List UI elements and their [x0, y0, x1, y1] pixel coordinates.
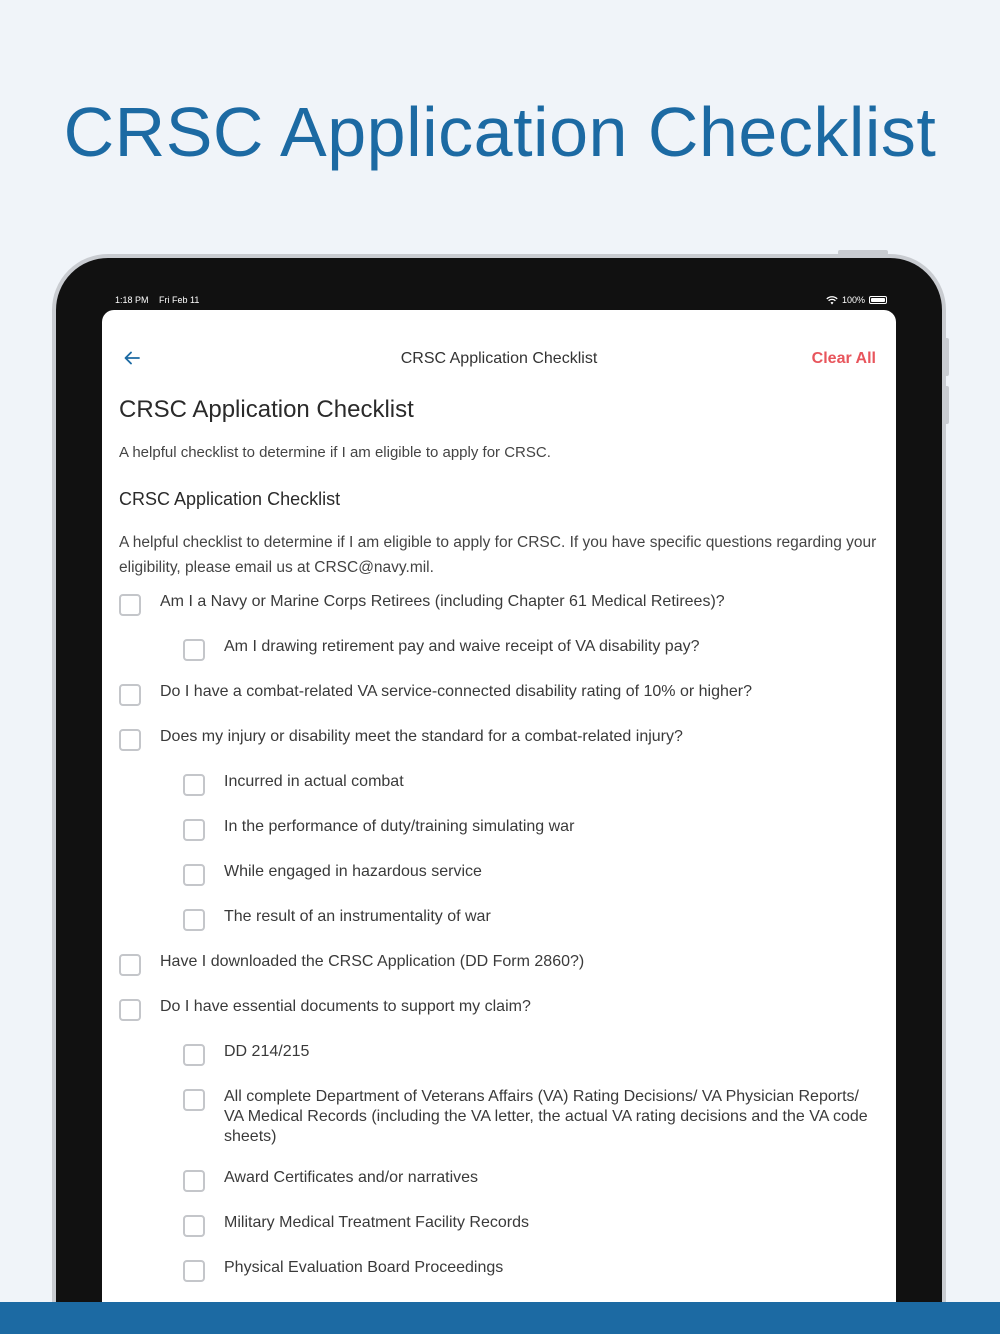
checklist-item-label: Military Medical Treatment Facility Records	[224, 1214, 529, 1231]
hero-title: CRSC Application Checklist	[63, 93, 937, 171]
battery-icon	[869, 296, 887, 304]
checklist-item-label: All complete Department of Veterans Affairs (VA) Rating Decisions/ VA Physician Reports/ VA Medical Records (including the VA letter, the actual VA rating decisions and the VA code sheets)	[224, 1088, 868, 1145]
nav-title: CRSC Application Checklist	[400, 350, 598, 367]
checkbox[interactable]	[183, 1215, 205, 1237]
checklist-item[interactable]	[119, 817, 879, 841]
checkbox[interactable]	[119, 729, 141, 751]
checklist	[119, 592, 879, 1282]
volume-down-button	[944, 386, 949, 424]
checklist-item[interactable]	[119, 592, 879, 616]
top-button	[838, 250, 888, 255]
checkbox[interactable]	[183, 639, 205, 661]
checkbox[interactable]	[183, 819, 205, 841]
page-subtitle: A helpful checklist to determine if I am eligible to apply for CRSC.	[119, 444, 551, 461]
checklist-item[interactable]	[119, 1213, 879, 1237]
checklist-item-label: Have I downloaded the CRSC Application (DD Form 2860?)	[160, 953, 585, 970]
checklist-item[interactable]	[119, 1042, 879, 1066]
bottom-band	[0, 1302, 1000, 1334]
wifi-icon	[826, 296, 838, 305]
checkbox[interactable]	[183, 1260, 205, 1282]
app-screen	[102, 310, 896, 1334]
checkbox[interactable]	[183, 1044, 205, 1066]
checklist-item-label: DD 214/215	[224, 1043, 310, 1060]
checkbox[interactable]	[183, 1089, 205, 1111]
checkbox[interactable]	[119, 999, 141, 1021]
checklist-item-label: While engaged in hazardous service	[224, 863, 482, 880]
checklist-item[interactable]	[119, 1168, 879, 1192]
checklist-item-label: Physical Evaluation Board Proceedings	[224, 1259, 504, 1276]
checklist-item-label: Do I have a combat-related VA service-connected disability rating of 10% or higher?	[160, 683, 753, 700]
checklist-item-label: In the performance of duty/training simulating war	[224, 818, 575, 835]
checklist-item-label: Am I a Navy or Marine Corps Retirees (including Chapter 61 Medical Retirees)?	[160, 593, 725, 610]
clear-all-button[interactable]: Clear All	[811, 350, 876, 367]
checkbox[interactable]	[183, 864, 205, 886]
checklist-item[interactable]	[119, 682, 879, 706]
checklist-item-label: Award Certificates and/or narratives	[224, 1169, 479, 1186]
status-time: 1:18 PM	[115, 295, 149, 305]
volume-up-button	[944, 338, 949, 376]
checklist-item[interactable]	[119, 952, 879, 976]
section-intro: A helpful checklist to determine if I am eligible to apply for CRSC. If you have specific questions regarding your eligibility, please email us at CRSC@navy.mil.	[119, 534, 877, 576]
checkbox[interactable]	[119, 954, 141, 976]
checkbox[interactable]	[183, 909, 205, 931]
checklist-item-label: Incurred in actual combat	[224, 773, 404, 790]
status-bar	[115, 293, 887, 307]
checkbox[interactable]	[119, 594, 141, 616]
checklist-item[interactable]	[119, 727, 879, 751]
checklist-content	[119, 396, 879, 1303]
checklist-item[interactable]	[119, 772, 879, 796]
checkbox[interactable]	[183, 774, 205, 796]
nav-bar	[102, 310, 896, 410]
checklist-item[interactable]	[119, 1258, 879, 1282]
checklist-item[interactable]	[119, 997, 879, 1021]
checklist-item[interactable]	[119, 862, 879, 886]
checklist-item[interactable]	[119, 637, 879, 661]
battery-percent: 100%	[841, 295, 865, 305]
checkbox[interactable]	[119, 684, 141, 706]
checklist-item-label: The result of an instrumentality of war	[224, 908, 491, 925]
page-title: CRSC Application Checklist	[119, 396, 414, 423]
section-title: CRSC Application Checklist	[119, 489, 341, 509]
checklist-item-label: Am I drawing retirement pay and waive receipt of VA disability pay?	[224, 638, 700, 655]
checklist-item-label: Do I have essential documents to support my claim?	[160, 998, 531, 1015]
status-date: Fri Feb 11	[159, 295, 200, 305]
checklist-item-label: Does my injury or disability meet the standard for a combat-related injury?	[160, 728, 683, 745]
checklist-item[interactable]	[119, 1087, 879, 1147]
checkbox[interactable]	[183, 1170, 205, 1192]
checklist-item[interactable]	[119, 907, 879, 931]
